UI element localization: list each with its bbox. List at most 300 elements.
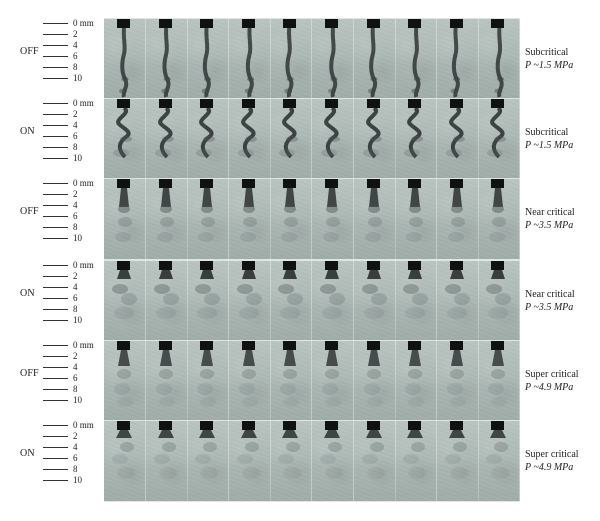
video-frame [187,261,229,341]
jet-cloud [491,369,505,379]
jet-cloud [409,217,423,227]
video-frame [270,421,312,501]
row-super-critical-off [0,340,600,422]
scale-tick [43,464,105,474]
row-near-critical-off [0,178,600,260]
video-frame [312,421,354,501]
video-frame [478,421,520,501]
video-frame [478,341,520,421]
jet-plume [354,179,395,259]
jet-droplet [119,89,127,94]
jet-cloud [491,397,507,407]
jet-core [490,430,506,438]
tick-label: 4 [73,442,78,452]
video-frame [437,19,479,99]
injector-nozzle [117,99,130,108]
jet-plume [229,99,270,179]
tick-label: 2 [73,189,78,199]
jet-cloud [240,232,256,242]
scale-tick [43,260,105,270]
jet-cloud [494,442,508,452]
injector-nozzle [367,179,380,188]
injector-nozzle [491,19,504,28]
video-frame [229,341,271,421]
video-frame [312,179,354,259]
jet-cloud [404,149,420,157]
jet-plume [104,341,145,421]
jet-plume [437,179,478,259]
tick-line [43,34,68,35]
jet-plume [478,179,519,259]
jet-droplet [202,89,210,94]
jet-droplet [161,89,169,94]
injector-nozzle [325,99,338,108]
jet-cloud [242,467,260,479]
image-strip [104,98,520,180]
tick-line [43,136,68,137]
tick-label: 0 mm [73,178,94,188]
image-strip [104,18,520,100]
jet-plume [104,261,145,341]
video-frame [187,99,229,179]
jet-cloud [326,217,340,227]
jet-cloud [201,205,213,213]
jet-core [284,350,296,366]
jet-core [158,430,174,438]
jet-cloud [118,205,130,213]
video-frame [104,421,146,501]
state-label: OFF [20,368,39,379]
injector-nozzle [450,99,463,108]
jet-droplet [453,77,460,81]
jet-cloud [198,232,214,242]
condition-label [525,368,597,394]
jet-cloud [287,293,303,305]
jet-core [451,350,463,366]
jet-cloud [492,217,506,227]
jet-droplet [330,77,337,81]
injector-nozzle [450,179,463,188]
video-frame [146,99,188,179]
video-frame [312,341,354,421]
jet-core [160,350,172,366]
jet-cloud [159,467,177,479]
video-frame [229,179,271,259]
jet-core [491,270,505,279]
tick-line [43,78,68,79]
video-frame [395,179,437,259]
jet-core [450,270,464,279]
scale-tick [43,293,105,303]
jet-cloud [492,205,504,213]
jet-cloud [445,454,461,464]
jet-plume [187,99,228,179]
jet-cloud [323,232,339,242]
jet-core [327,188,337,207]
jet-cloud [157,232,173,242]
tick-label: 6 [73,51,78,61]
tick-line [43,458,68,459]
jet-plume [312,99,353,179]
condition-line2: P ~3.5 MPa [525,220,574,231]
jet-plume [395,341,436,421]
jet-cloud [156,383,172,395]
jet-plume [354,19,395,99]
jet-plume [270,261,311,341]
scale-tick [43,131,105,141]
image-strip [104,260,520,342]
jet-plume [354,341,395,421]
tick-line [43,194,68,195]
video-frame [354,421,396,501]
tick-line [43,400,68,401]
scale-tick [43,271,105,281]
video-frame [270,341,312,421]
jet-cloud [486,284,502,294]
video-frame [437,99,479,179]
jet-cloud [329,293,345,305]
jet-cloud [284,217,298,227]
jet-cloud [154,284,170,294]
jet-cloud [114,383,130,395]
state-label: ON [20,126,35,137]
scale-tick [43,304,105,314]
injector-nozzle [117,421,130,430]
tick-label: 10 [73,233,82,243]
tick-line [43,345,68,346]
jet-core [118,350,130,366]
condition-line1: Subcritical [525,127,569,138]
jet-cloud [204,293,220,305]
jet-cloud [408,467,426,479]
jet-cloud [364,383,380,395]
jet-plume [312,261,353,341]
injector-nozzle [325,341,338,350]
jet-plume [395,421,436,501]
jet-cloud [121,293,137,305]
jet-cloud [405,383,421,395]
injector-nozzle [242,341,255,350]
jet-plume [187,179,228,259]
jet-cloud [203,442,217,452]
jet-plume [146,19,187,99]
condition-line2: P ~1.5 MPa [525,140,574,151]
injector-nozzle [200,421,213,430]
jet-cloud [495,293,511,305]
tick-label: 8 [73,142,78,152]
jet-plume [312,19,353,99]
video-frame [478,99,520,179]
jet-cloud [283,369,297,379]
tick-line [43,447,68,448]
jet-plume [395,261,436,341]
jet-plume [104,179,145,259]
jet-cloud [195,454,211,464]
jet-cloud [448,232,464,242]
jet-plume [104,19,145,99]
jet-cloud [238,149,254,157]
scale-tick [43,233,105,243]
jet-cloud [447,307,467,319]
injector-nozzle [367,19,380,28]
jet-cloud [237,454,253,464]
jet-cloud [368,217,382,227]
jet-core [493,188,503,207]
tick-line [43,425,68,426]
tick-label: 4 [73,40,78,50]
video-frame [354,341,396,421]
scale-tick [43,120,105,130]
video-frame [478,179,520,259]
jet-plume [478,421,519,501]
row-subcritical-off [0,18,600,100]
jet-core [367,270,381,279]
jet-cloud [284,205,296,213]
jet-cloud [113,149,129,157]
jet-plume [146,179,187,259]
video-frame [354,179,396,259]
jet-cloud [120,442,134,452]
jet-cloud [450,467,468,479]
jet-core [369,188,379,207]
jet-core [202,188,212,207]
video-frame [270,19,312,99]
scale-tick [43,51,105,61]
tick-line [43,287,68,288]
scale-tick [43,453,105,463]
injector-nozzle [491,341,504,350]
jet-droplet [411,89,419,94]
tick-label: 8 [73,384,78,394]
jet-plume [187,421,228,501]
tick-label: 10 [73,73,82,83]
jet-droplet [497,77,504,81]
jet-core [243,350,255,366]
jet-plume [104,421,145,501]
jet-cloud [409,205,421,213]
image-strip [104,178,520,260]
jet-core [201,350,213,366]
jet-core [331,28,335,97]
jet-cloud [325,397,341,407]
jet-cloud [451,205,463,213]
tick-line [43,183,68,184]
jet-plume [187,261,228,341]
video-frame [354,99,396,179]
injector-nozzle [117,19,130,28]
jet-core [122,28,126,97]
jet-cloud [453,442,467,452]
jet-droplet [367,89,375,94]
jet-cloud [363,149,379,157]
jet-cloud [368,205,380,213]
tick-line [43,276,68,277]
jet-cloud [154,454,170,464]
jet-plume [229,179,270,259]
tick-line [43,114,68,115]
image-strip [104,340,520,422]
video-frame [229,99,271,179]
jet-cloud [328,442,342,452]
jet-plume [270,99,311,179]
jet-plume [270,179,311,259]
jet-cloud [156,307,176,319]
tick-line [43,309,68,310]
tick-label: 6 [73,453,78,463]
scale-bar [43,340,105,422]
jet-cloud [279,149,295,157]
jet-plume [437,261,478,341]
tick-label: 6 [73,211,78,221]
injector-nozzle [159,341,172,350]
tick-label: 2 [73,271,78,281]
jet-plume [312,179,353,259]
condition-line1: Subcritical [525,47,569,58]
jet-cloud [162,136,174,142]
scale-tick [43,109,105,119]
tick-label: 10 [73,315,82,325]
video-frame [395,261,437,341]
jet-plume [229,421,270,501]
video-frame [270,99,312,179]
injector-nozzle [242,99,255,108]
jet-droplet [370,77,377,81]
tick-line [43,205,68,206]
injector-nozzle [325,19,338,28]
jet-cloud [117,369,131,379]
scale-tick [43,420,105,430]
tick-label: 0 mm [73,340,94,350]
jet-cloud [403,454,419,464]
video-frame [104,19,146,99]
tick-line [43,238,68,239]
video-frame [437,261,479,341]
scale-tick [43,282,105,292]
jet-cloud [196,149,212,157]
jet-cloud [117,467,135,479]
video-frame [354,261,396,341]
injector-nozzle [367,261,380,270]
jet-cloud [159,397,175,407]
injector-nozzle [283,19,296,28]
video-frame [146,19,188,99]
video-frame [104,179,146,259]
tick-line [43,67,68,68]
jet-cloud [112,454,128,464]
jet-cloud [159,369,173,379]
video-frame [187,179,229,259]
jet-cloud [286,442,300,452]
scale-tick [43,98,105,108]
jet-cloud [322,383,338,395]
injector-nozzle [283,179,296,188]
jet-cloud [371,293,387,305]
jet-core [205,28,209,97]
injector-nozzle [408,341,421,350]
jet-cloud [283,467,301,479]
jet-cloud [245,442,259,452]
injector-nozzle [325,261,338,270]
injector-nozzle [200,99,213,108]
tick-label: 0 mm [73,260,94,270]
jet-cloud [114,307,134,319]
injector-nozzle [491,179,504,188]
scale-tick [43,189,105,199]
jet-core [241,430,257,438]
jet-core [119,188,129,207]
injector-nozzle [159,421,172,430]
jet-cloud [370,136,382,142]
jet-core [161,188,171,207]
tick-line [43,320,68,321]
scale-tick [43,62,105,72]
jet-cloud [494,136,506,142]
tick-line [43,23,68,24]
jet-plume [229,19,270,99]
jet-core [366,430,382,438]
tick-label: 2 [73,109,78,119]
tick-line [43,480,68,481]
injector-nozzle [325,421,338,430]
scale-tick [43,73,105,83]
jet-cloud [120,136,132,142]
jet-cloud [445,284,461,294]
jet-cloud [491,467,509,479]
jet-cloud [367,397,383,407]
injector-nozzle [159,99,172,108]
jet-core [282,430,298,438]
jet-core [371,28,375,97]
video-frame [437,341,479,421]
jet-core [324,430,340,438]
jet-core [409,350,421,366]
injector-nozzle [117,261,130,270]
jet-cloud [278,284,294,294]
jet-plume [437,421,478,501]
jet-droplet [414,77,421,81]
jet-cloud [195,284,211,294]
jet-cloud [487,149,503,157]
scale-tick [43,142,105,152]
tick-line [43,367,68,368]
video-frame [395,99,437,179]
jet-cloud [200,397,216,407]
state-label: ON [20,288,35,299]
condition-line2: P ~1.5 MPa [525,60,574,71]
jet-core [164,28,168,97]
jet-cloud [370,442,384,452]
condition-line1: Super critical [525,449,579,460]
jet-cloud [242,397,258,407]
injector-nozzle [242,421,255,430]
scale-tick [43,351,105,361]
state-label: OFF [20,206,39,217]
jet-core [200,270,214,279]
jet-cloud [115,232,131,242]
injector-nozzle [242,261,255,270]
injector-nozzle [491,99,504,108]
jet-plume [146,421,187,501]
tick-line [43,389,68,390]
scale-tick [43,211,105,221]
jet-plume [395,19,436,99]
scale-tick [43,373,105,383]
jet-droplet [122,77,129,81]
injector-nozzle [367,421,380,430]
condition-label [525,206,597,232]
jet-cloud [325,467,343,479]
jet-plume [187,341,228,421]
